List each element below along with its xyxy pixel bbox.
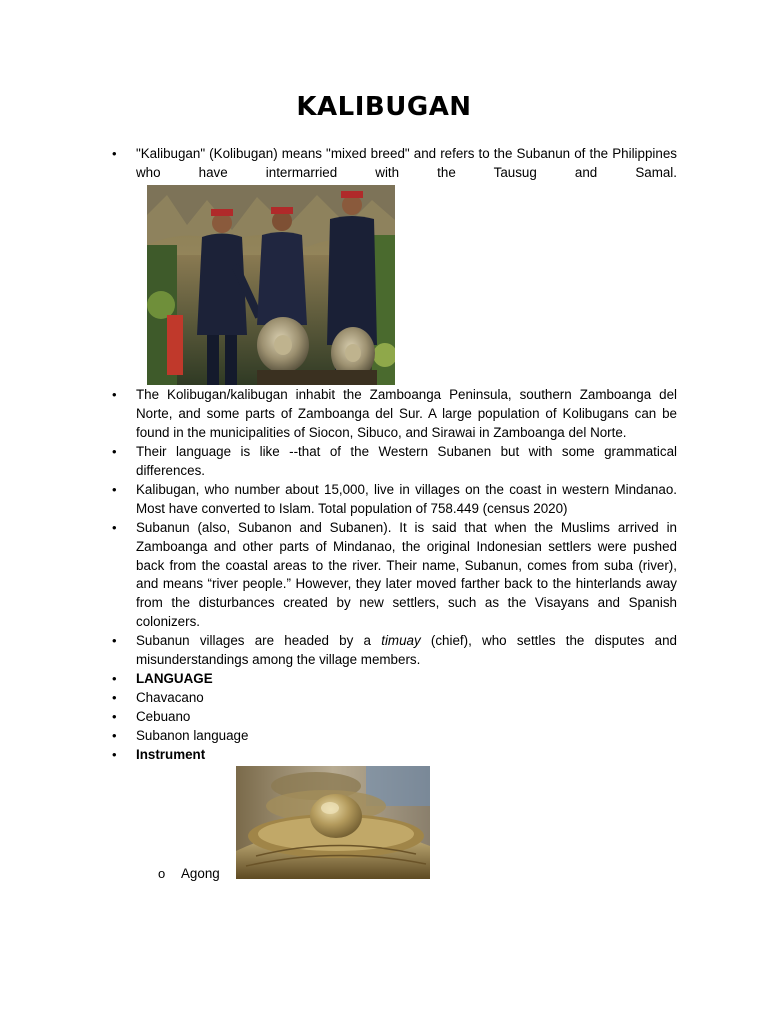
agong-photo (236, 766, 430, 879)
timuay-term: timuay (381, 633, 421, 648)
instrument-heading: Instrument (136, 747, 206, 762)
bullet-marker: • (112, 387, 117, 402)
page-title: KALIBUGAN (296, 92, 472, 122)
bullet-marker: • (112, 690, 117, 705)
villages-text-pre: Subanun villages are headed by a (136, 633, 382, 648)
musicians-photo (147, 185, 395, 385)
language-item-cebuano: Cebuano (136, 709, 191, 724)
bullet-marker: • (112, 520, 117, 535)
bullet-marker: • (112, 709, 117, 724)
bullet-marker: • (112, 444, 117, 459)
bullet-marker: • (112, 146, 117, 161)
agong-photo-illustration (236, 766, 430, 879)
list-item-subanun-history: Subanun (also, Subanon and Subanen). It is said that when the Muslims arrived in Zamboanga and other parts of Mindanao, the original Indonesian settlers were pushed back from the coastal areas to the river. Their name, Subanun, comes from suba (river), and means “river people.” However, they later moved farther back to the hinterlands away from the disturbances created by new settlers, such as the Visayans and Spanish colonizers. (136, 520, 677, 629)
sub-bullet-marker: o (158, 866, 166, 881)
bullet-marker: • (112, 671, 117, 686)
villages-text-post: (chief), who settles the disputes and misunderstandings among the village members. (136, 633, 677, 667)
musicians-photo-illustration (147, 185, 395, 385)
bullet-marker: • (112, 728, 117, 743)
instrument-item-agong: Agong (181, 866, 220, 881)
bullet-marker: • (112, 633, 117, 648)
list-item-population: Kalibugan, who number about 15,000, live in villages on the coast in western Mindanao. Most have converted to Islam. Total population of 758.449 (census 2020) (136, 482, 677, 516)
bullet-marker: • (112, 482, 117, 497)
list-item-language-note: Their language is like --that of the Western Subanen but with some grammatical differences. (136, 444, 677, 478)
list-item-villages (136, 632, 677, 670)
list-item-intro: "Kalibugan" (Kolibugan) means "mixed breed" and refers to the Subanun of the Philippines who have intermarried with the Tausug and Samal. (136, 146, 677, 180)
bullet-marker: • (112, 747, 117, 762)
list-item-habitat: The Kolibugan/kalibugan inhabit the Zamboanga Peninsula, southern Zamboanga del Norte, and some parts of Zamboanga del Sur. A large population of Kolibugans can be found in the municipalities of Siocon, Sibuco, and Sirawai in Zamboanga del Norte. (136, 387, 677, 440)
language-item-chavacano: Chavacano (136, 690, 204, 705)
language-heading: LANGUAGE (136, 671, 213, 686)
language-item-subanon: Subanon language (136, 728, 249, 743)
